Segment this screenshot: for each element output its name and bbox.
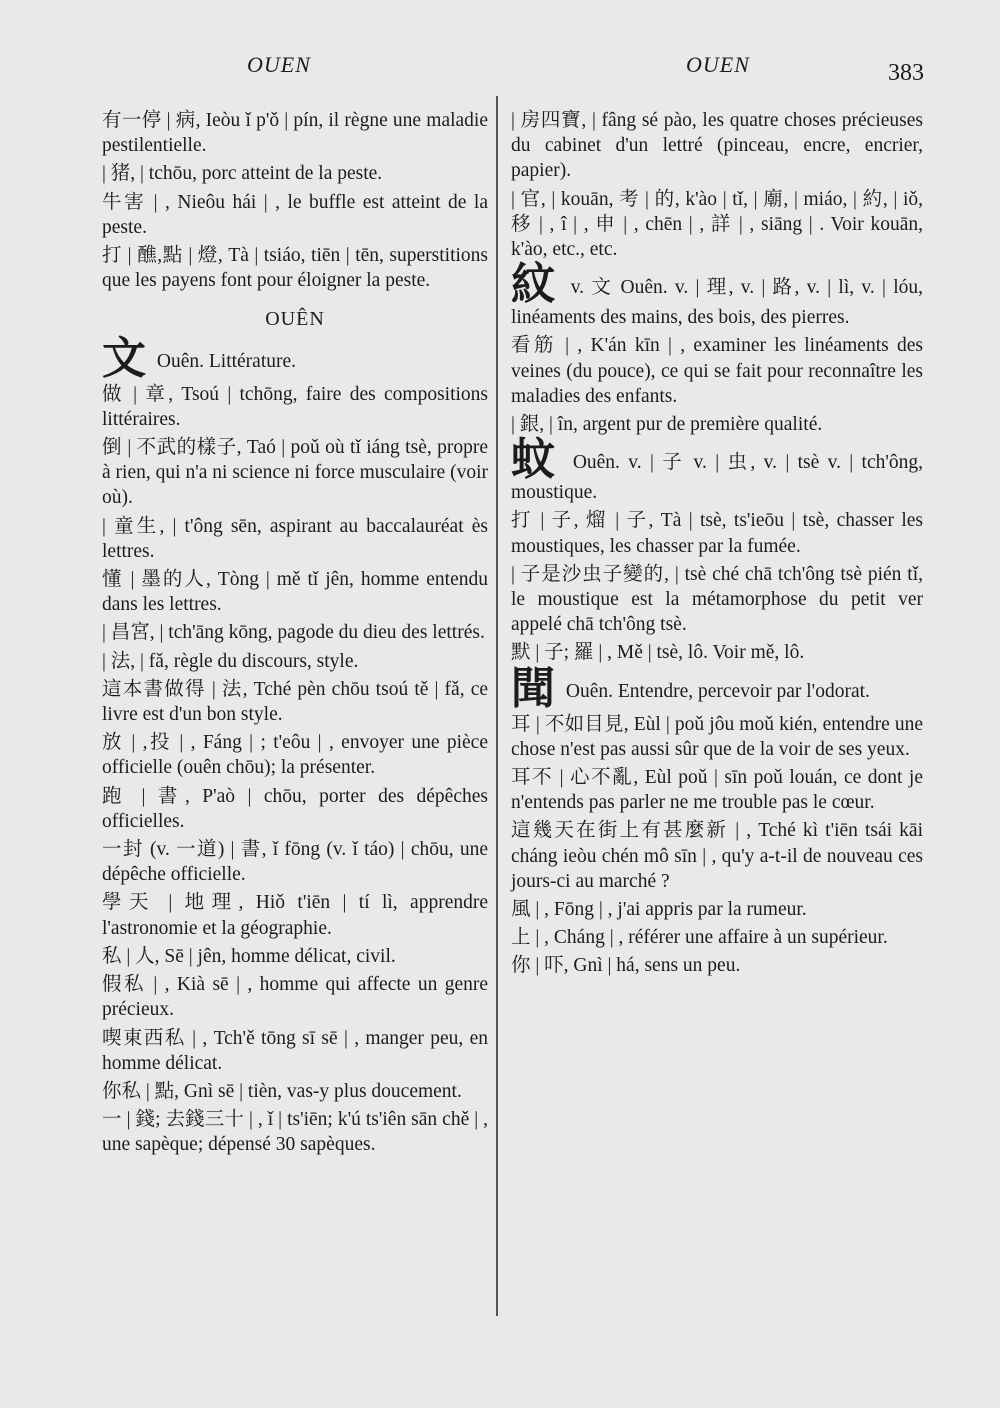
dictionary-entry: 學天 | 地理, Hiǒ t'iēn | tí lì, apprendre l'astronomie et la géographie. (102, 892, 488, 939)
headword-entry (511, 259, 924, 330)
dictionary-entry: 打 | 子, 熘 | 子, Tà | tsè, ts'ieōu | tsè, chasser les moustiques, les chasser par la fumée. (511, 510, 923, 557)
headword-definition: Ouên. v. | 子 v. | 虫, v. | tsè v. | tch'ông, moustique. (511, 452, 923, 504)
dictionary-entry: 私 | 人, Sē | jên, homme délicat, civil. (102, 945, 396, 967)
dictionary-entry: 耳不 | 心不亂, Eùl poǔ | sīn poǔ louán, ce dont je n'entends pas parler ne me trouble pas le cœur. (511, 767, 923, 814)
headword-character: 聞 (511, 662, 555, 714)
dictionary-entry: 你私 | 點, Gnì sē | tièn, vas-y plus doucement. (102, 1080, 462, 1102)
dictionary-entry: | 猪, | tchōu, porc atteint de la peste. (102, 163, 383, 185)
dictionary-entry: | 銀, | în, argent pur de première qualité. (511, 414, 823, 436)
left-column (102, 108, 488, 1161)
dictionary-entry: 做 | 章, Tsoú | tchōng, faire des compositions littéraires. (102, 383, 488, 430)
page-number: 383 (888, 60, 924, 86)
dictionary-entry: 默 | 子; 羅 | , Mě | tsè, lô. Voir mě, lô. (511, 642, 805, 664)
dictionary-entry: 一 | 錢; 去錢三十 | , ǐ | ts'iēn; k'ú ts'iên sān chě | , une sapèque; dépensé 30 sapèques. (102, 1109, 488, 1156)
headword-entry (511, 662, 923, 714)
column-divider (496, 96, 498, 1316)
dictionary-entry: 你 | 吓, Gnì | há, sens un peu. (511, 955, 741, 977)
headword-definition: Ouên. Entendre, percevoir par l'odorat. (565, 680, 870, 702)
dictionary-entry: | 房四寶, | fâng sé pào, les quatre choses précieuses du cabinet d'un lettré (pinceau, encre, encrier, papier). (511, 110, 923, 182)
right-column (511, 108, 923, 982)
dictionary-entry: 這本書做得 | 法, Tché pèn chōu tsoú tě | fǎ, ce livre est d'un bon style. (102, 678, 488, 726)
dictionary-entry: 喫東西私 | , Tch'ě tōng sī sē | , manger peu, en homme délicat. (102, 1027, 488, 1074)
headword-character: 蚊 (511, 434, 559, 486)
dictionary-entry: | 昌宮, | tch'āng kōng, pagode du dieu des lettrés. (102, 622, 485, 644)
dictionary-entry: 牛害 | , Nieôu hái | , le buffle est atteint de la peste. (102, 191, 488, 238)
dictionary-entry: | 童生, | t'ông sēn, aspirant au baccalauréat ès lettres. (102, 515, 488, 562)
dictionary-entry: | 子是沙虫子變的, | tsè ché chā tch'ông tsè pién tǐ, le moustique est la métamorphose du petit ver appelé chā tch'ông tsè. (511, 563, 923, 636)
headword-definition: v. 文 Ouên. v. | 理, v. | 路, v. | lì, v. | lóu, linéaments des mains, des bois, des pierres. (511, 277, 924, 329)
dictionary-entry: 假私 | , Kià sē | , homme qui affecte un genre précieux. (102, 974, 488, 1021)
dictionary-entry: 這幾天在街上有甚麼新 | , Tché kì t'iēn tsái kāi cháng ieòu chén mô sīn | , qu'y a-t-il de nouveau ces jours-ci au marché ? (511, 820, 923, 892)
running-head-left: OUEN (247, 52, 311, 77)
dictionary-entry: 一封 (v. 一道) | 書, ǐ fōng (v. ǐ táo) | chōu, une dépêche officielle. (102, 839, 488, 886)
section-heading: OUÊN (265, 308, 325, 331)
dictionary-entry: 打 | 醮,點 | 燈, Tà | tsiáo, tiēn | tēn, superstitions que les payens font pour éloigner la peste. (102, 245, 488, 292)
headword-character: 紋 (511, 259, 558, 311)
dictionary-entry: | 法, | fǎ, règle du discours, style. (102, 650, 359, 672)
dictionary-entry: | 官, | kouān, 考 | 的, k'ào | tǐ, | 廟, | miáo, | 約, | iǒ, 移 | , î | , 申 | , chēn | , 詳 | , siāng | . Voir kouān, k'ào, etc., etc. (511, 188, 923, 261)
dictionary-entry: 有一停 | 病, Ieòu ǐ p'ǒ | pín, il règne une maladie pestilentielle. (102, 110, 488, 157)
dictionary-entry: 懂 | 墨的人, Tòng | mě tǐ jên, homme entendu dans les lettres. (102, 569, 488, 616)
dictionary-entry: 風 | , Fōng | , j'ai appris par la rumeur. (511, 899, 807, 921)
headword-entry (511, 434, 923, 505)
dictionary-entry: 放 | ,投 | , Fáng | ; t'eôu | , envoyer une pièce officielle (ouên chōu); la présenter. (102, 732, 488, 779)
dictionary-entry: 跑 | 書, P'aò | chōu, porter des dépêches officielles. (102, 785, 488, 832)
dictionary-entry: 倒 | 不武的樣子, Taó | poǔ où tǐ iáng tsè, propre à rien, qui n'a ni science ni force musculaire (voir où). (102, 437, 488, 509)
headword-entry (102, 332, 488, 384)
dictionary-entry: 上 | , Cháng | , référer une affaire à un supérieur. (511, 927, 888, 949)
headword-definition: Ouên. Littérature. (156, 350, 297, 372)
dictionary-entry: 看筋 | , K'án kīn | , examiner les linéaments des veines (du pouce), ce qui se fait pour reconnaître les maladies des enfants. (511, 335, 923, 407)
headword-character: 文 (102, 332, 146, 384)
dictionary-entry: 耳 | 不如目見, Eùl | poǔ jôu moǔ kién, entendre une chose n'est pas aussi sûr que de la voir de ses yeux. (511, 713, 923, 760)
running-head-right: OUEN (686, 52, 750, 77)
